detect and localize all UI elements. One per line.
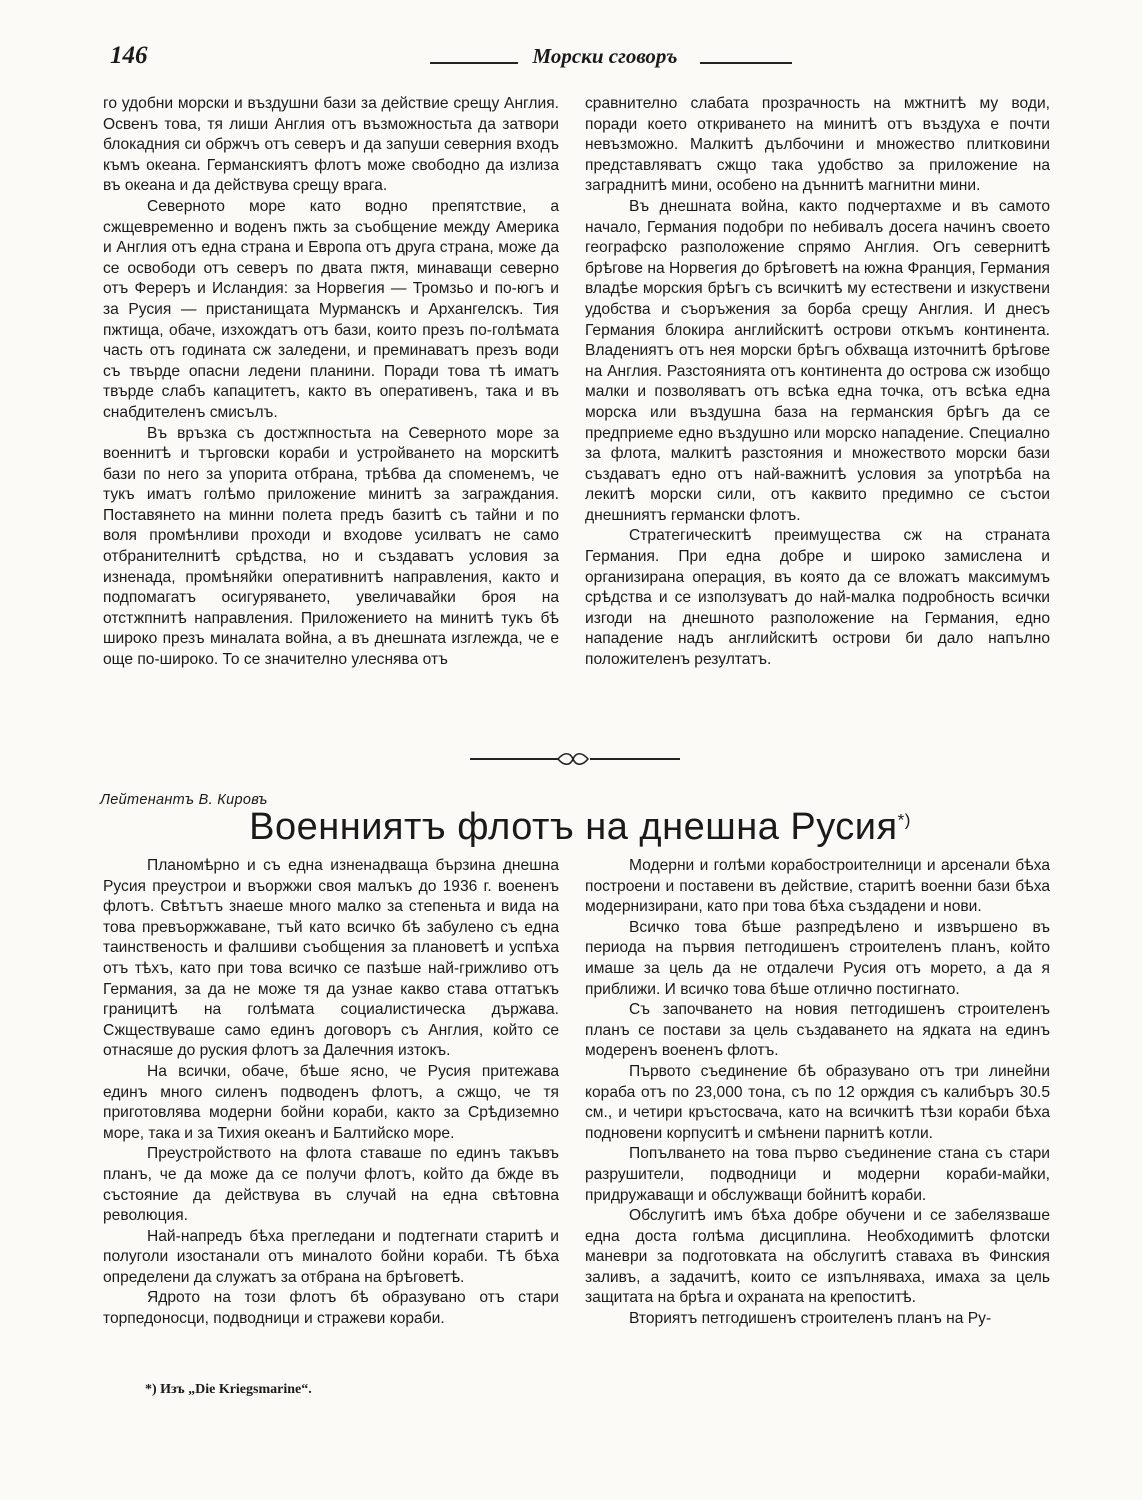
paragraph: Попълването на това първо съединение стана съ стари разрушители, подводници и модерни кораби-майки, придружаващи и обслужващи бойнитѣ кораби. [585, 1145, 1050, 1204]
paragraph: Въ днешната война, както подчертахме и въ самото начало, Германия подобри по небивалъ досега начинъ своето географско разположение спрямо Англия. Огъ севернитѣ брѣгове на Норвегия до брѣговетѣ на южна Франция, Германия владѣе морския брѣгъ съ всичкитѣ му естествени и изкуствени удобства и съоръжения за борба срещу Англия. И днесъ Германия блокира английскитѣ острови откъмъ континента. Владениятъ отъ нея морски брѣгъ обхваща източнитѣ брѣгове на Англия. Разстоянията отъ континента до острова сж изобщо малки и позволяватъ отъ всѣка една точка, отъ всѣка една морска или въздушна база на германския брѣгъ да се предприеме едно въздушно или морско нападение. Специално за флота, малкитѣ разстояния и множеството морски бази създаватъ едно отъ най-важнитѣ условия за употрѣба на лекитѣ морски сили, отъ каквито предимно се състои днешниятъ германски флотъ. [585, 197, 1050, 524]
paragraph: го удобни морски и въздушни бази за действие срещу Англия. Освенъ това, тя лиши Англия отъ възможностьта да затвори блокадния си обржчъ отъ северъ и да запуши северния входъ къмъ океана. Германскиятъ флотъ може свободно да излиза въ океана и да действува срещу врага. [103, 95, 559, 195]
page-header [110, 40, 1070, 80]
article-title-text: Военниятъ флотъ на днешна Русия [249, 806, 898, 848]
section-divider-ornament [470, 749, 680, 769]
paragraph: На всички, обаче, бѣше ясно, че Русия притежава единъ много силенъ подводенъ флотъ, а сжщо, че тя приготовлява модерни бойни кораби, както за Срѣдиземно море, така и за Тихия океанъ и Балтийско море. [103, 1062, 559, 1142]
footnote: *) Изъ „Die Kriegsmarine“. [145, 1382, 312, 1397]
paragraph: Северното море като водно препятствие, а сжщевременно и воденъ пжть за съобщение между Америка и Англия отъ една страна и Европа отъ друга страна, може да се освободи отъ северъ по двата пжтя, минаващи северно отъ Фереръ и Исландия: за Норвегия — Тромзьо и по-югъ и за Русия — пристанищата Мурманскъ и Архангелскъ. Тия пжтища, обаче, изхождатъ отъ бази, които презъ по-голѣмата часть отъ годината сж заледени, и преминаватъ презъ води съ твърде опасни ледени планини. Поради това тѣ иматъ твърде слабъ капацитетъ, както въ оперативенъ, така и въ снабдителенъ смисълъ. [103, 197, 559, 421]
page-number: 146 [110, 42, 148, 69]
paragraph: Съ започването на новия петгодишенъ строителенъ планъ се постави за цель създаването на ядката на единъ модеренъ воененъ флотъ. [585, 1001, 1050, 1060]
article-title [200, 806, 960, 849]
article2-column-right [585, 856, 1050, 1330]
article1-column-right [585, 94, 1050, 671]
paragraph: Вториятъ петгодишенъ строителенъ планъ на Ру- [629, 1310, 992, 1328]
paragraph: Всичко това бѣше разпредѣлено и извършено въ периода на първия петгодишенъ строителенъ планъ, който имаше за цель да не отдалечи Русия отъ морето, а да я приближи. И всичко това бѣше отлично постигнато. [585, 918, 1050, 998]
paragraph: сравнително слабата прозрачность на мжтнитѣ му води, поради което откриването на минитѣ отъ въздуха е почти невъзможно. Малкитѣ дълбочини и множество плитковини представляватъ сжщо така удобство за приложение на заграднитѣ мини, особено на дъннитѣ магнитни мини. [585, 95, 1050, 195]
running-title: Морски сговоръ [532, 44, 678, 68]
paragraph: Въ връзка съ достжпностьта на Северното море за военнитѣ и търговски кораби и устройването на морскитѣ бази по него за упорита отбрана, трѣбва да споменемъ, че тукъ иматъ голѣмо приложение минитѣ за заграждания. Поставянето на минни полета предъ базитѣ съ тайни и по воля промѣнливи проходи и входове усилватъ не само отбранителнитѣ срѣдства, но и създаватъ условия за изненада, промѣняйки оперативнитѣ направления, както и подпомагатъ осигуряването, увеличавайки броя на отстжпнитѣ направления. Приложението на минитѣ тукъ бѣ широко презъ миналата война, а въ днешната изглежда, че е още по-широко. То се значително улеснява отъ [103, 424, 559, 669]
paragraph: Стратегическитѣ преимущества сж на страната Германия. При една добре и широко замислена и организирана операция, въ която да се вложатъ максимумъ срѣдства и се използуватъ до най-малка подробность всички изгоди на днешното разположение на Германия, едно нападение надъ английскитѣ острови би дало напълно положителенъ резултатъ. [585, 527, 1050, 669]
paragraph: Най-напредъ бѣха прегледани и подтегнати старитѣ и полуголи изостанали отъ миналото бойни кораби. Тѣ бѣха определени да служатъ за отбрана на брѣговетѣ. [103, 1227, 559, 1286]
paragraph: Ядрото на този флотъ бѣ образувано отъ стари торпедоносци, подводници и стражеви кораби. [103, 1289, 559, 1328]
article1-column-left [103, 94, 559, 671]
header-rule-right [700, 62, 792, 64]
paragraph: Преустройството на флота ставаше по единъ такъвъ планъ, че да може да се получи флотъ, който да бжде въ състояние да действува въ случай на една свѣтовна революция. [103, 1145, 559, 1225]
paragraph: Планомѣрно и съ една изненадваща бързина днешна Русия преустрои и въоржжи своя малъкъ до 1936 г. воененъ флотъ. Свѣтътъ знаеше много малко за степеньта и вида на това превъоржжаване, тъй като всичко бѣ забулено съ една таинственость и фалшиви съобщения за плановетѣ и успѣха отъ тѣхъ, като при това всичко се пазѣше най-грижливо отъ Германия, за да не може тя да узнае какво става оттатъкъ границитѣ на голѣмата социалистическа държава. Сжществуваше само единъ договоръ съ Англия, който се отнасяше до руския флотъ за Далечния изтокъ. [103, 857, 559, 1060]
footnote-marker: *) [897, 810, 911, 830]
paragraph: Обслугитѣ имъ бѣха добре обучени и се забелязваше една доста голѣма дисциплина. Необходимитѣ флотски маневри за подготовката на обслугитѣ ставаха въ Финския заливъ, а задачитѣ, които се изпълняваха, имаха за цель защитата на брѣга и охраната на крепоститѣ. [585, 1207, 1050, 1307]
paragraph: Първото съединение бѣ образувано отъ три линейни кораба отъ по 23,000 тона, съ по 12 орждия съ калибъръ 30.5 см., и четири кръстосвача, като на всичкитѣ тѣзи кораби бѣха подновени корпуситѣ и смѣнени парнитѣ котли. [585, 1062, 1050, 1142]
article2-column-left [103, 856, 559, 1330]
article-author: Лейтенантъ В. Кировъ [100, 792, 268, 808]
paragraph: Модерни и голѣми корабостроителници и арсенали бѣха построени и поставени въ действие, старитѣ военни бази бѣха модернизирани, като при това бѣха създадени и нови. [585, 857, 1050, 916]
